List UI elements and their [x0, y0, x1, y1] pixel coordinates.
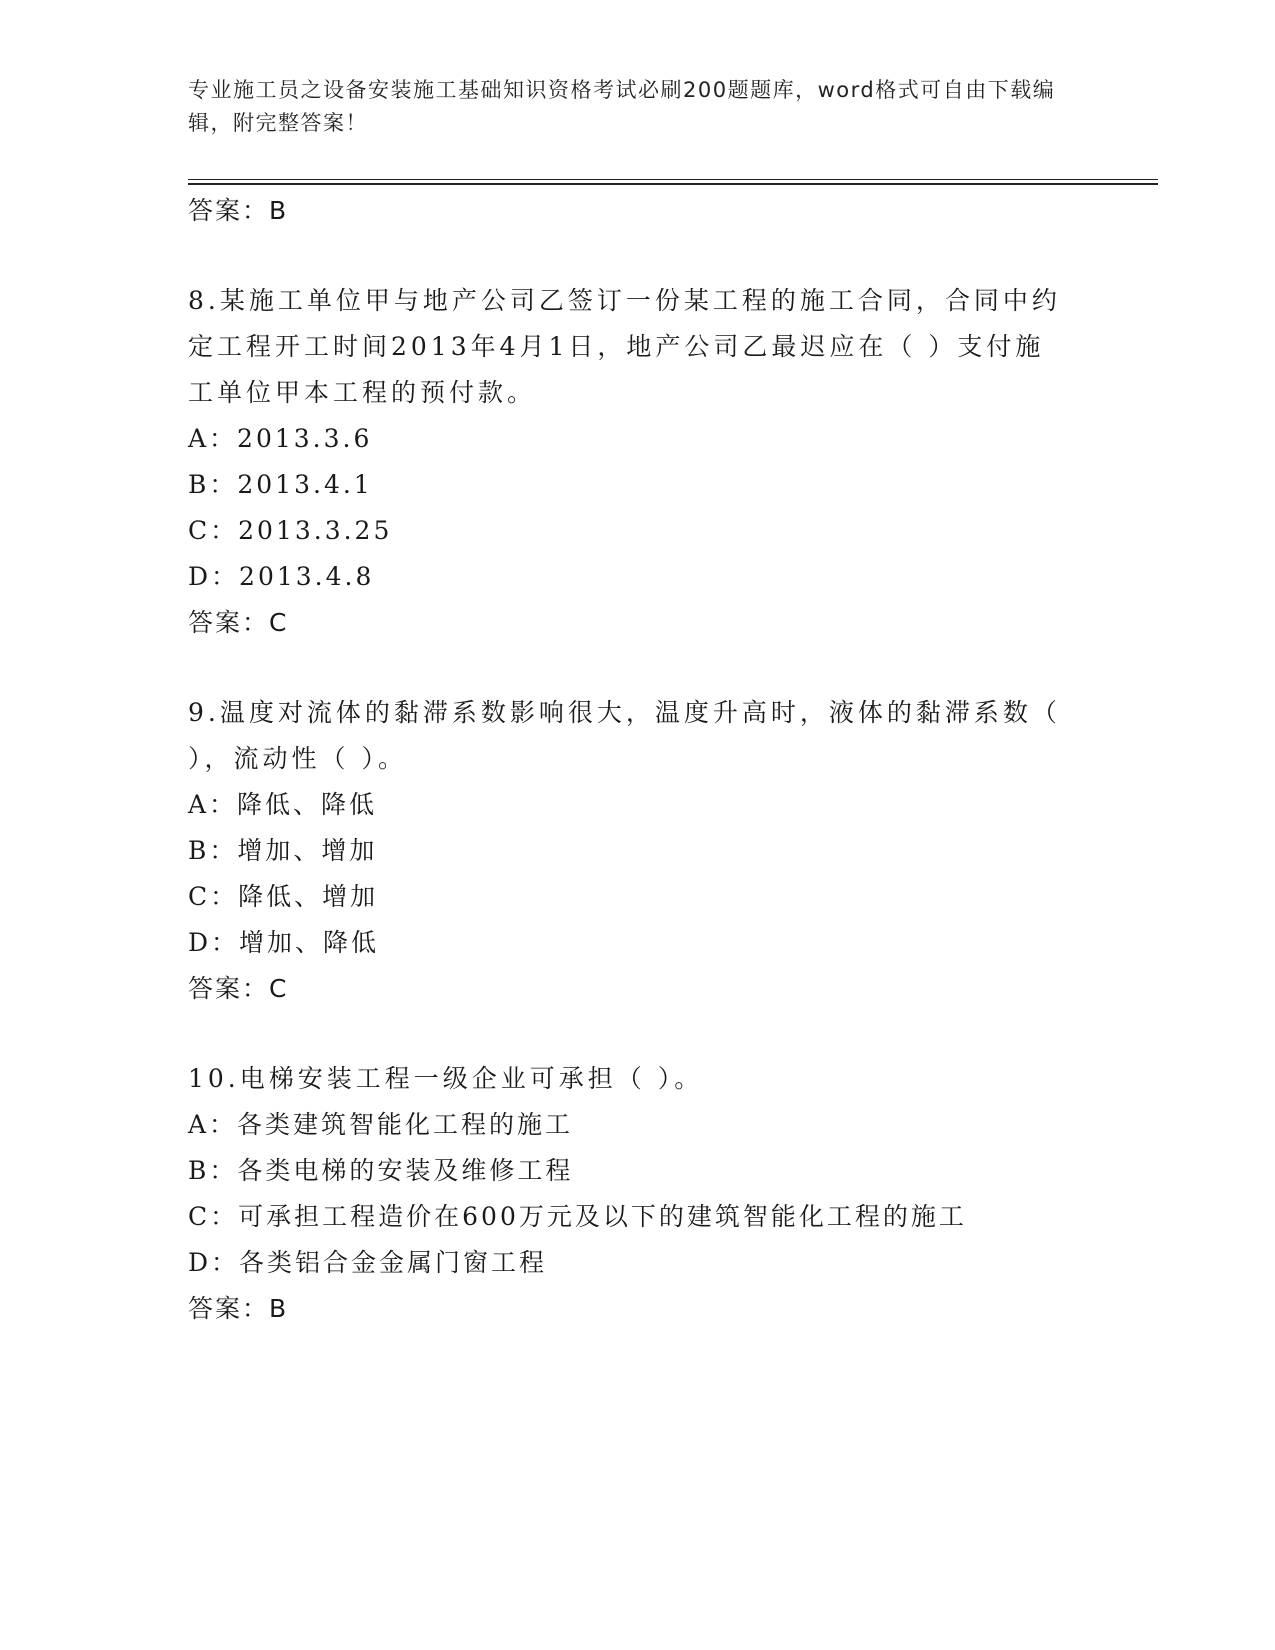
page-header: 专业施工员之设备安装施工基础知识资格考试必刷200题题库，word格式可自由下载编辑，附完整答案！	[188, 78, 1056, 135]
answer-label: 答案：C	[188, 974, 289, 1003]
option-d: D：各类铝合金金属门窗工程	[188, 1248, 548, 1277]
header-rule-thick	[188, 183, 1158, 185]
option-b: B：增加、增加	[188, 836, 378, 865]
question-stem: 10.电梯安装工程一级企业可承担（ ）。	[188, 1064, 704, 1093]
option-b: B：2013.4.1	[188, 470, 373, 499]
question-10	[188, 1056, 1068, 1332]
option-c: C：2013.3.25	[188, 516, 393, 545]
option-d: D：增加、降低	[188, 928, 380, 957]
option-c: C：可承担工程造价在600万元及以下的建筑智能化工程的施工	[188, 1202, 967, 1231]
spacer	[188, 1012, 1068, 1056]
answer-label: 答案：B	[188, 196, 289, 225]
answer-label: 答案：C	[188, 608, 289, 637]
option-d: D：2013.4.8	[188, 562, 375, 591]
question-stem: 8.某施工单位甲与地产公司乙签订一份某工程的施工合同，合同中约定工程开工时间2013年4月1日，地产公司乙最迟应在（ ）支付施工单位甲本工程的预付款。	[188, 286, 1061, 407]
spacer	[188, 646, 1068, 690]
option-c: C：降低、增加	[188, 882, 379, 911]
document-body	[188, 188, 1068, 1332]
question-8	[188, 278, 1068, 646]
option-a: A：2013.3.6	[188, 424, 373, 453]
option-a: A：降低、降低	[188, 790, 378, 819]
question-stem: 9.温度对流体的黏滞系数影响很大，温度升高时，液体的黏滞系数（ ），流动性（ ）。	[188, 698, 1061, 773]
header-rule-thin	[188, 179, 1158, 180]
option-a: A：各类建筑智能化工程的施工	[188, 1110, 574, 1139]
question-9	[188, 690, 1068, 1012]
option-b: B：各类电梯的安装及维修工程	[188, 1156, 574, 1185]
answer-label: 答案：B	[188, 1294, 289, 1323]
spacer	[188, 234, 1068, 278]
